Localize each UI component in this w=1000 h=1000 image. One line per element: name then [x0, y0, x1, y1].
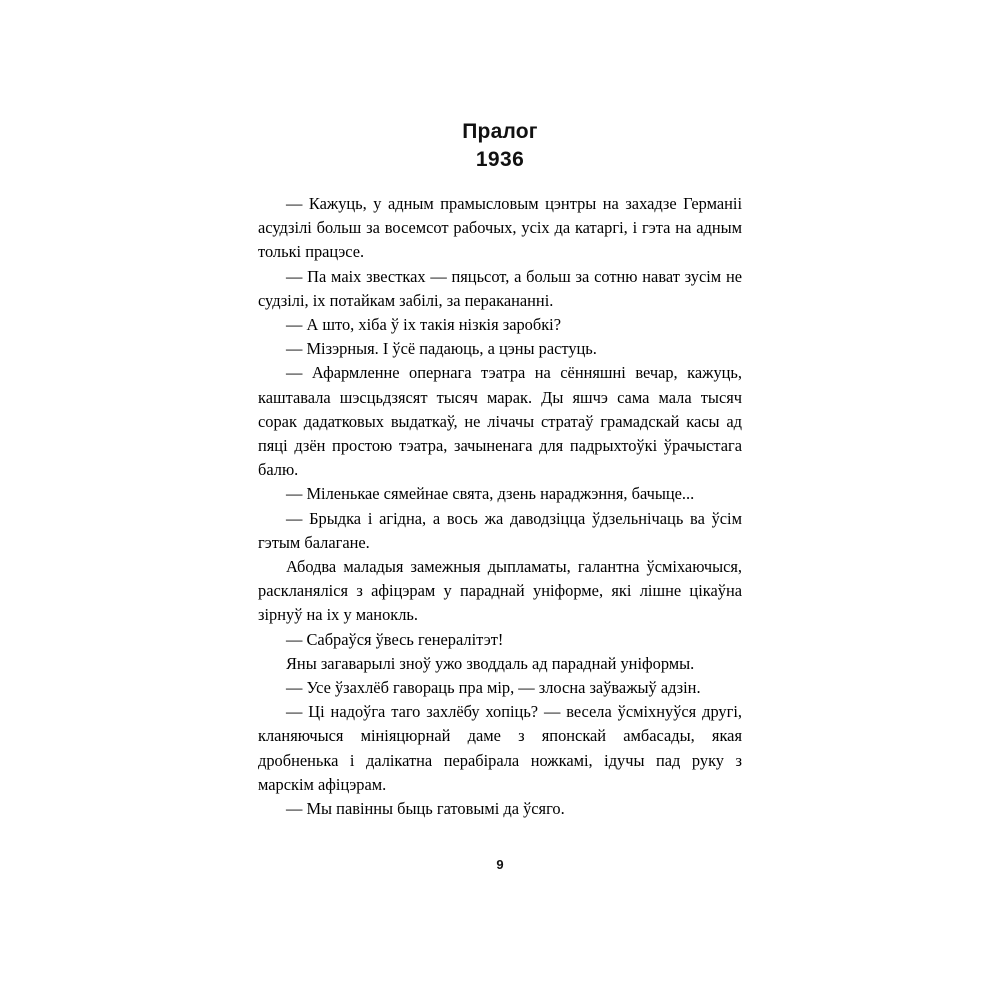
- paragraph: — Усе ўзахлёб гавораць пра мір, — злосна заўважыў адзін.: [286, 678, 701, 698]
- paragraph: — Мізэрныя. І ўсё падаюць, а цэны растуць.: [286, 339, 597, 359]
- paragraph: — Кажуць, у адным прамысловым цэнтры на захадзе Германіі асудзілі больш за восемсот рабочых, усіх да катаргі, і гэта на адным толькі працэсе.: [258, 194, 742, 262]
- paragraph: — Міленькае сямейнае свята, дзень нараджэння, бачыце...: [286, 484, 695, 504]
- paragraph: — А што, хіба ў іх такія нізкія заробкі?: [286, 315, 561, 335]
- chapter-year: 1936: [475, 148, 525, 171]
- page-title: Пралог: [462, 120, 538, 143]
- body-text: [258, 192, 742, 821]
- paragraph: — Афармленне опернага тэатра на сённяшні вечар, кажуць, каштавала шэсцьдзясят тысяч марак. Ды яшчэ сама мала тысяч сорак дадатковых выдаткаў, не лічачы стратаў грамадскай касы ад пяці дзён простою тэатра, зачыненага для падрыхтоўкі ўрачыстага балю.: [258, 363, 742, 480]
- page-number: 9: [496, 857, 504, 872]
- paragraph: — Брыдка і агідна, а вось жа даводзіцца ўдзельнічаць ва ўсім гэтым балагане.: [258, 508, 742, 552]
- paragraph: — Па маіх звестках — пяцьсот, а больш за сотню нават зусім не судзілі, іх потайкам забілі, за перакананні.: [258, 266, 742, 310]
- paragraph: Абодва маладыя замежныя дыпламаты, галантна ўсміхаючыся, раскланяліся з афіцэрам у параднай уніформе, які лішне цікаўна зірнуў на іх у манокль.: [258, 557, 742, 625]
- paragraph: — Мы павінны быць гатовымі да ўсяго.: [286, 799, 565, 819]
- chapter-heading: [0, 118, 1000, 174]
- paragraph: — Сабраўся ўвесь генералітэт!: [286, 629, 504, 649]
- paragraph: — Ці надоўга таго захлёбу хопіць? — весела ўсміхнуўся другі, кланяючыся мініяцюрнай даме з японскай амбасады, якая дробненька і далікатна перабірала ножкамі, ідучы пад руку з марскім афіцэрам.: [258, 702, 742, 794]
- paragraph: Яны загаварылі зноў ужо зводдаль ад параднай уніформы.: [286, 653, 695, 673]
